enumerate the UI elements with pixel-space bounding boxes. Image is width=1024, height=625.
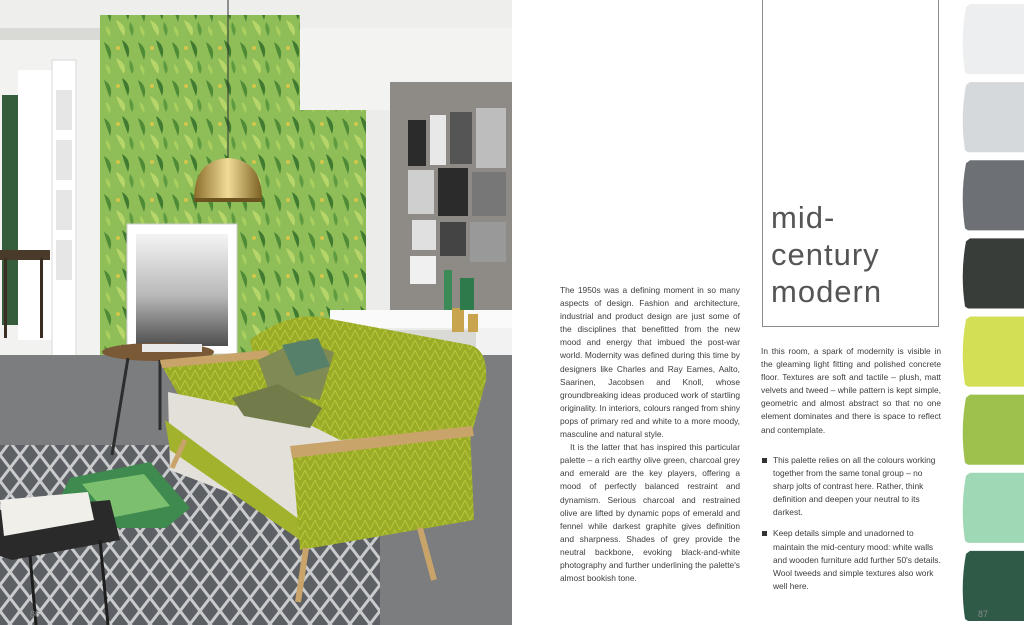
- paint-swatch: [963, 317, 1024, 387]
- paint-swatch: [963, 238, 1024, 308]
- intro-paragraph: In this room, a spark of modernity is visible in the gleaming light fitting and polished concrete floor. Textures are soft and tactile – plush, matt velvets and tweed – while pattern is kept simple, geometric and almost abstract so that no one element dominates and there is space to reflect and contemplate.: [761, 346, 941, 435]
- page-title: [771, 199, 882, 310]
- list-item-text: This palette relies on all the colours working together from the same tonal group – no sharp jolts of contrast here. Rather, think definition and deepen your neutral to its darkest.: [773, 455, 936, 518]
- body-paragraph-1: The 1950s was a defining moment in so many aspects of design. Fashion and architecture, industrial and product design are just some of the disciplines that benefitted from the new mood and energy that imbued the post-war world. Modernity was defined during this time by designers like Charles and Ray Eames, Aalto, Saarinen, Jacobsen and Knoll, whose groundbreaking ideas produced work of startling originality. In interiors, colours ranged from shiny pops of primary red and white to a more moody, masculine and natural style.: [560, 285, 740, 440]
- body-paragraph-2: It is the latter that has inspired this particular palette – a rich earthy olive green, charcoal grey and emerald are the key players, offering a mood of perfectly balanced restraint and dynamism. Serious charcoal and restrained olive are lifted by dynamic pops of emerald and fennel while darkest graphite gives definition and sharpness. Shades of grey provide the neutral backbone, evoking black-and-white photography and further underlining the palette's almost bookish tone.: [560, 442, 740, 584]
- left-page-number: 86: [30, 609, 41, 619]
- title-line-3: modern: [771, 274, 883, 309]
- paint-swatch: [963, 551, 1024, 621]
- bullet-square-icon: [762, 531, 767, 536]
- paint-swatch: [963, 4, 1024, 74]
- title-line-2: century: [771, 237, 880, 272]
- list-item: [761, 527, 941, 592]
- right-page-number: 87: [978, 609, 989, 619]
- colour-palette-swatches: [956, 0, 1024, 625]
- title-line-1: mid-: [771, 200, 836, 235]
- paint-swatch: [963, 473, 1024, 543]
- list-item-text: Keep details simple and unadorned to maintain the mid-century mood: white walls and wooden furniture add further 50's details. Wool tweeds and simple textures also work well here.: [773, 528, 941, 591]
- tips-list: [761, 454, 941, 601]
- bullet-square-icon: [762, 458, 767, 463]
- list-item: [761, 454, 941, 519]
- paint-swatch: [963, 82, 1024, 152]
- title-frame: [762, 0, 939, 327]
- paint-swatch: [963, 160, 1024, 230]
- text-page: [512, 0, 1024, 625]
- body-column: [560, 284, 740, 585]
- paint-swatch: [963, 395, 1024, 465]
